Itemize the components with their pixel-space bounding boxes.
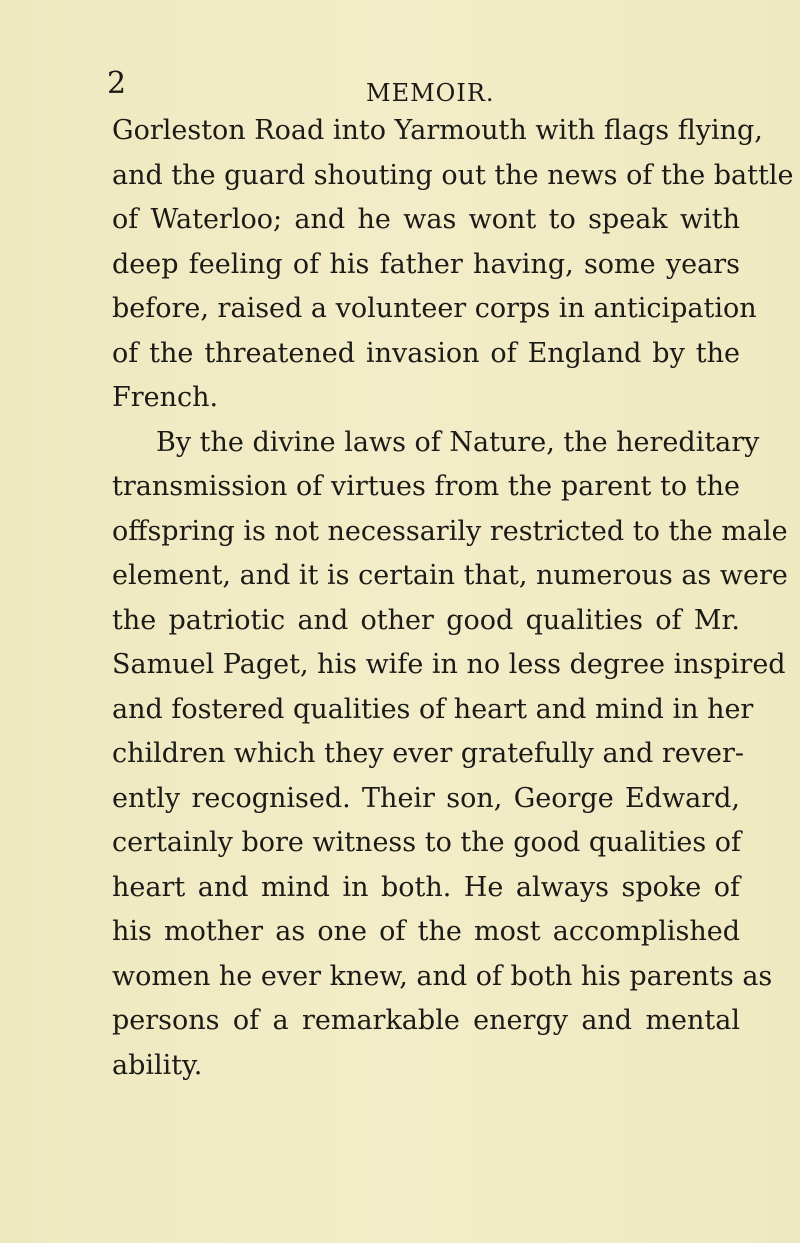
running-head: MEMOIR. bbox=[366, 79, 495, 107]
text-line: Gorleston Road into Yarmouth with flags flying, bbox=[112, 115, 763, 146]
text-line: Samuel Paget, his wife in no less degree inspired bbox=[112, 649, 786, 680]
text-line: women he ever knew, and of both his parents as bbox=[112, 960, 773, 992]
text-line: children which they ever gratefully and rever- bbox=[112, 738, 745, 769]
body-text bbox=[112, 109, 794, 1088]
text-line: French. bbox=[112, 382, 219, 413]
text-line: deep feeling of his father having, some years bbox=[112, 248, 740, 280]
text-line: persons of a remarkable energy and mental bbox=[112, 1005, 740, 1036]
page-number: 2 bbox=[107, 66, 127, 101]
text-line: certainly bore witness to the good qualities of bbox=[112, 827, 742, 858]
text-line: transmission of virtues from the parent to the bbox=[112, 471, 740, 502]
text-line: and fostered qualities of heart and mind in her bbox=[112, 693, 754, 725]
text-line: and the guard shouting out the news of the battle bbox=[112, 159, 794, 191]
text-line: element, and it is certain that, numerous as were bbox=[112, 560, 788, 591]
text-line: By the divine laws of Nature, the hereditary bbox=[156, 426, 760, 458]
text-line: his mother as one of the most accomplished bbox=[112, 916, 740, 947]
text-line: of Waterloo; and he was wont to speak with bbox=[112, 204, 740, 235]
text-line: ently recognised. Their son, George Edward, bbox=[112, 782, 740, 814]
text-line: before, raised a volunteer corps in anticipation bbox=[112, 293, 757, 324]
text-line: ability. bbox=[112, 1049, 203, 1081]
text-line: of the threatened invasion of England by the bbox=[112, 337, 740, 369]
text-line: the patriotic and other good qualities of Mr. bbox=[112, 604, 740, 636]
text-line: offspring is not necessarily restricted to the male bbox=[112, 515, 788, 547]
text-line: heart and mind in both. He always spoke of bbox=[112, 871, 740, 903]
